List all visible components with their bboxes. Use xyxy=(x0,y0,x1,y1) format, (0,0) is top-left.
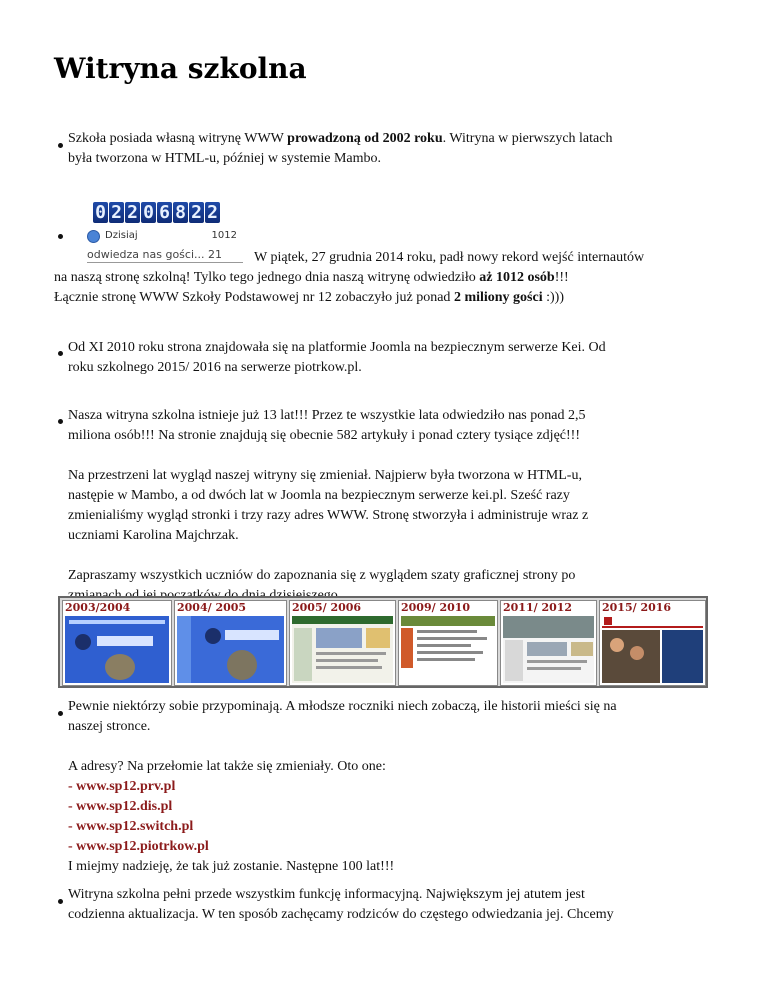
paragraph-intro xyxy=(68,129,612,169)
counter-digit: 0 xyxy=(141,202,156,223)
bullet xyxy=(58,711,63,716)
bold-text: 2 miliony gości xyxy=(453,290,543,305)
counter-digit: 0 xyxy=(93,202,108,223)
text-line: I miejmy nadzieję, że tak już zostanie. Następne 100 lat!!! xyxy=(68,859,395,874)
counter-digit: 2 xyxy=(205,202,220,223)
bullet xyxy=(58,143,63,148)
bold-text: prowadzoną od 2002 roku xyxy=(287,131,443,146)
text-line: miliona osób!!! Na stronie znajdują się obecnie 582 artykuły i ponad cztery tysiące zdjęć!!! xyxy=(68,428,580,443)
address-item: - www.sp12.switch.pl xyxy=(68,819,194,834)
address-item: - www.sp12.prv.pl xyxy=(68,779,176,794)
text-line: Na przestrzeni lat wygląd naszej witryny się zmieniał. Najpierw była tworzona w HTML-u, xyxy=(68,468,582,483)
gallery-label: 2011/ 2012 xyxy=(503,601,573,614)
site-thumbnail xyxy=(503,616,594,683)
text: . Witryna w pierwszych latach xyxy=(442,131,613,146)
bold-text: aż 1012 osób xyxy=(479,270,555,285)
text-line: A adresy? Na przełomie lat także się zmieniały. Oto one: xyxy=(68,759,386,774)
address-item: - www.sp12.piotrkow.pl xyxy=(68,839,209,854)
gallery-cell xyxy=(174,600,287,686)
paragraph-platform xyxy=(68,338,606,378)
text-line: Zapraszamy wszystkich uczniów do zapoznania się z wyglądem szaty graficznej strony po xyxy=(68,568,576,583)
gallery-label: 2005/ 2006 xyxy=(292,601,362,614)
counter-today-row xyxy=(87,230,243,246)
site-thumbnail xyxy=(177,616,284,683)
text-line: Pewnie niektórzy sobie przypominają. A młodsze roczniki niech zobaczą, ile historii mieści się na xyxy=(68,699,617,714)
text-line: Nasza witryna szkolna istnieje już 13 lat!!! Przez te wszystkie lata odwiedziło nas ponad 2,5 xyxy=(68,408,586,423)
gallery-cell xyxy=(62,600,172,686)
counter-digit: 6 xyxy=(157,202,172,223)
gallery-cell xyxy=(500,600,597,686)
bullet xyxy=(58,351,63,356)
gallery-label: 2015/ 2016 xyxy=(602,601,672,614)
site-thumbnail xyxy=(65,616,169,683)
counter-digit: 2 xyxy=(109,202,124,223)
text: !!! xyxy=(554,270,569,285)
text: Szkoła posiada własną witrynę WWW xyxy=(68,131,288,146)
gallery-label: 2003/2004 xyxy=(65,601,131,614)
text-line: zmienialiśmy wygląd stronki i trzy razy adres WWW. Stronę stworzyła i administruje wraz z xyxy=(68,508,589,523)
text: na naszą stronę szkolną! Tylko tego jednego dnia naszą witrynę odwiedziło xyxy=(54,270,480,285)
address-item: - www.sp12.dis.pl xyxy=(68,799,173,814)
gallery-cell xyxy=(398,600,498,686)
paragraph-function xyxy=(68,885,614,925)
paragraph-record xyxy=(54,248,644,308)
page-title: Witryna szkolna xyxy=(54,52,307,85)
text-line: W piątek, 27 grudnia 2014 roku, padł nowy rekord wejść internautów xyxy=(254,250,645,265)
counter-digit: 2 xyxy=(125,202,140,223)
counter-digit: 2 xyxy=(189,202,204,223)
paragraph-addresses xyxy=(68,697,617,877)
gallery-label: 2009/ 2010 xyxy=(401,601,471,614)
bullet xyxy=(58,899,63,904)
bullet xyxy=(58,234,63,239)
counter-today-value: 1012 xyxy=(211,230,237,241)
text-line: Od XI 2010 roku strona znajdowała się na platformie Joomla na bezpiecznym serwerze Kei. Od xyxy=(68,340,606,355)
counter-digits xyxy=(93,202,220,224)
bullet xyxy=(58,419,63,424)
counter-today-label: Dzisiaj xyxy=(105,230,138,241)
text-line: codzienna aktualizacja. W ten sposób zachęcamy rodziców do częstego odwiedzania jej. Chcemy xyxy=(68,907,614,922)
text-line: naszej stronce. xyxy=(68,719,151,734)
site-thumbnail xyxy=(292,616,393,683)
text: :))) xyxy=(542,290,564,305)
clock-icon xyxy=(87,230,100,243)
text-line: była tworzona w HTML-u, później w systemie Mambo. xyxy=(68,151,381,166)
counter-digit: 8 xyxy=(173,202,188,223)
gallery-cell xyxy=(599,600,706,686)
text-line: uczniami Karolina Majchrzak. xyxy=(68,528,239,543)
paragraph-history xyxy=(68,406,588,606)
website-versions-gallery xyxy=(58,596,708,688)
counter-guests-text: odwiedza nas gości... 21 xyxy=(87,248,222,261)
text-line: roku szkolnego 2015/ 2016 na serwerze piotrkow.pl. xyxy=(68,360,362,375)
gallery-label: 2004/ 2005 xyxy=(177,601,247,614)
text-line: następie w Mambo, a od dwóch lat w Joomla na bezpiecznym serwerze kei.pl. Sześć razy xyxy=(68,488,570,503)
site-thumbnail xyxy=(401,616,495,683)
site-thumbnail xyxy=(602,616,703,683)
text-line: Witryna szkolna pełni przede wszystkim funkcję informacyjną. Największym jej atutem jest xyxy=(68,887,585,902)
gallery-cell xyxy=(289,600,396,686)
text: Łącznie stronę WWW Szkoły Podstawowej nr 12 zobaczyło już ponad xyxy=(54,290,454,305)
